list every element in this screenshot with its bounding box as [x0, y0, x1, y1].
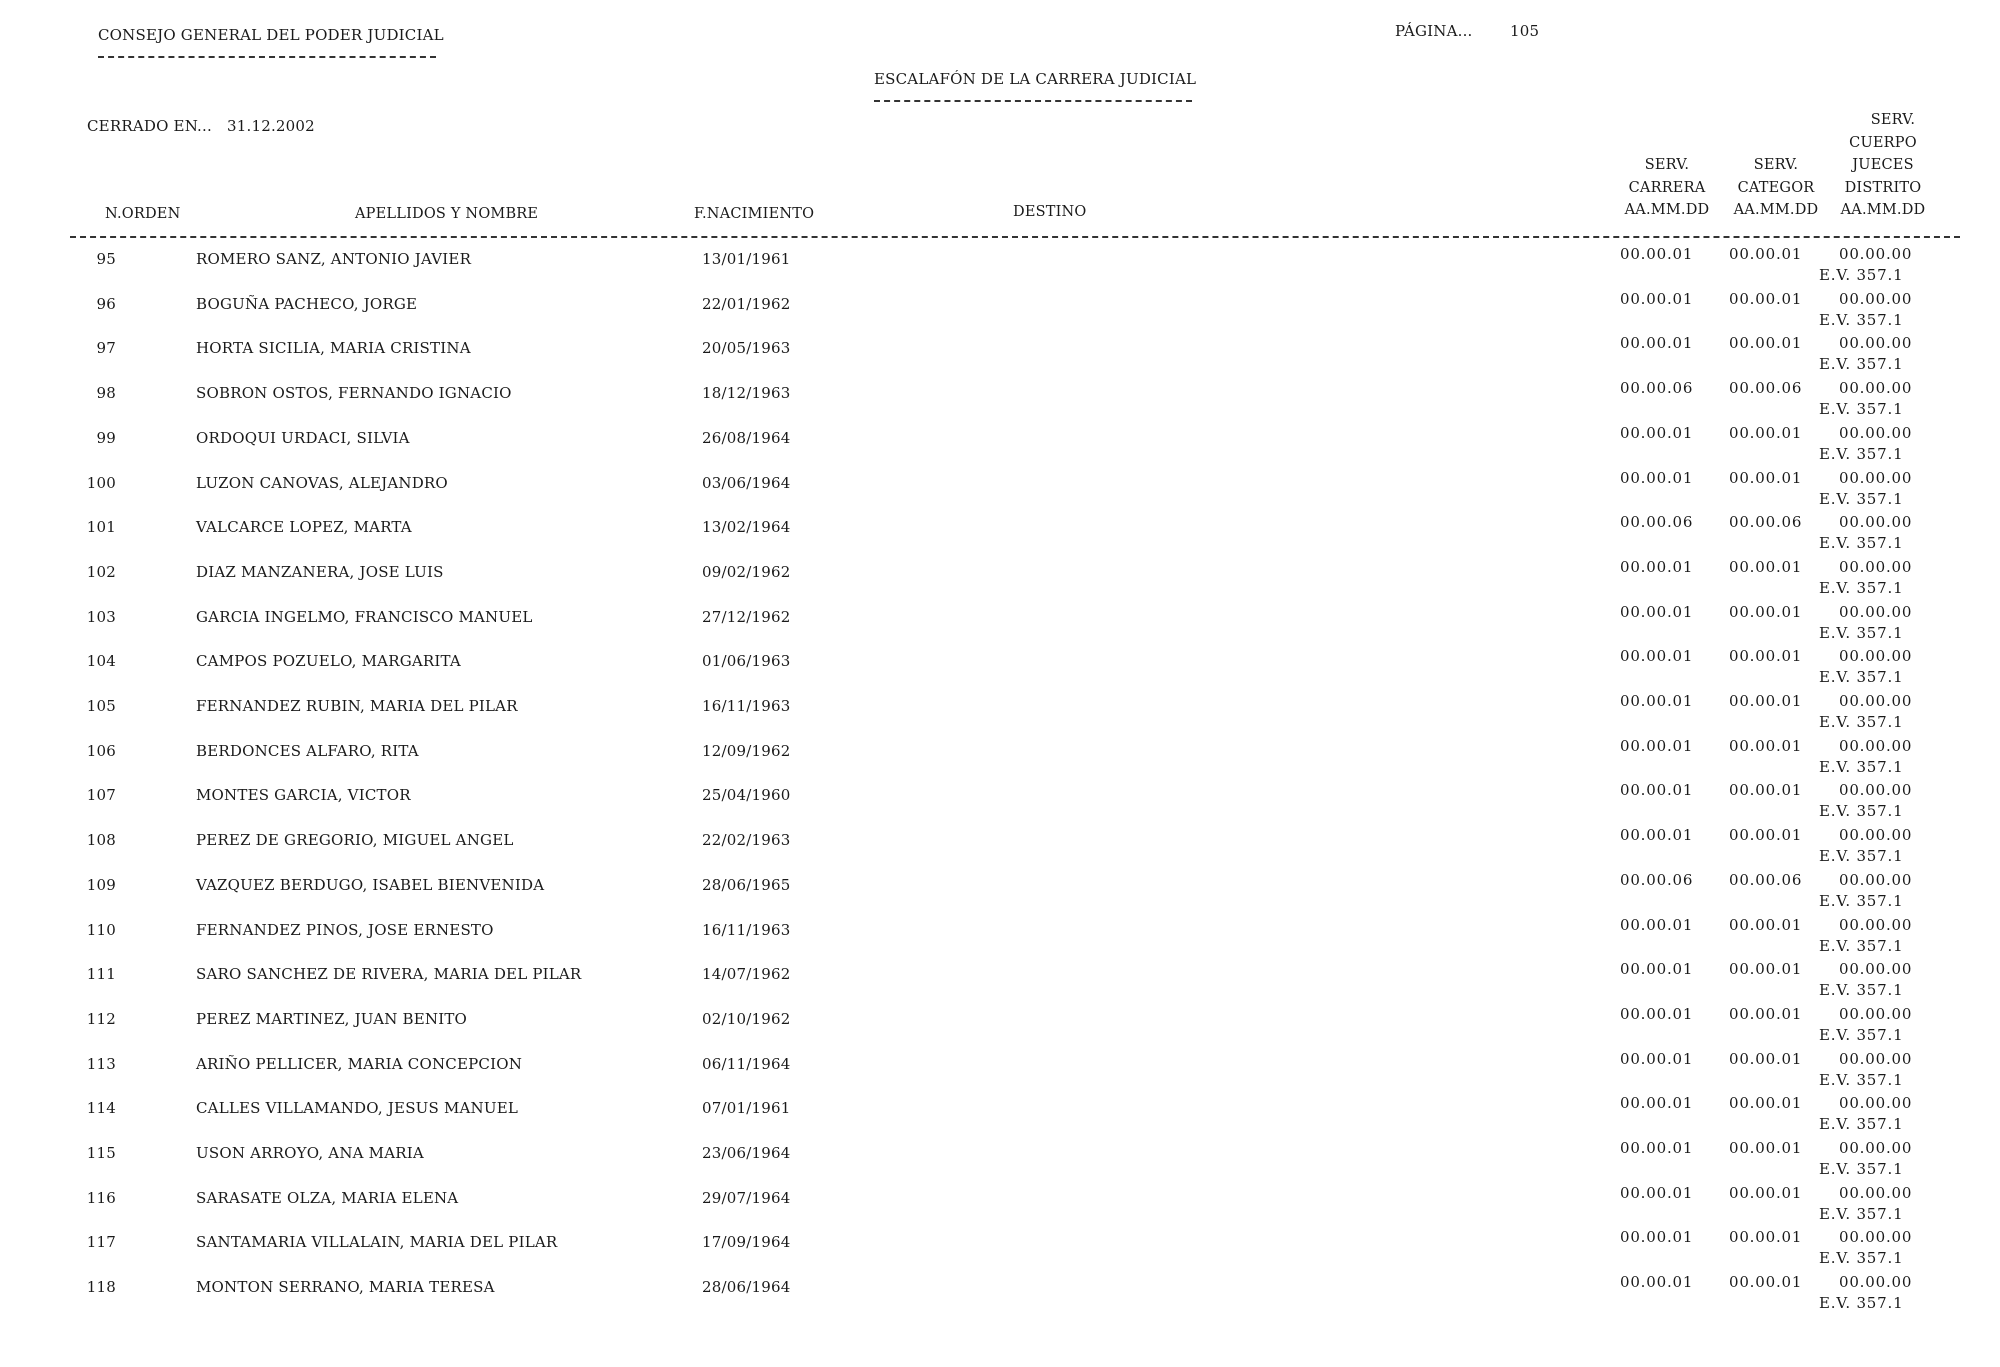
header-separator	[70, 236, 1960, 238]
nacimiento-cell: 16/11/1963	[702, 920, 791, 939]
table-row	[0, 602, 2000, 653]
serv-categor-cell: 00.00.01	[1729, 915, 1803, 934]
nombre-cell: VALCARCE LOPEZ, MARTA	[196, 518, 412, 537]
serv-categor-cell: 00.00.01	[1729, 468, 1803, 487]
nombre-cell: LUZON CANOVAS, ALEJANDRO	[196, 473, 448, 492]
serv-categor-cell: 00.00.01	[1729, 736, 1803, 755]
serv-carrera-cell: 00.00.01	[1620, 1273, 1694, 1292]
nota-ev-cell: E.V. 357.1	[1819, 891, 1904, 910]
serv-carrera-cell: 00.00.01	[1620, 647, 1694, 666]
nota-ev-cell: E.V. 357.1	[1819, 936, 1904, 955]
serv-carrera-cell: 00.00.01	[1620, 692, 1694, 710]
serv-carrera-cell: 00.00.01	[1620, 915, 1694, 934]
column-header-nacimiento: F.NACIMIENTO	[694, 206, 815, 222]
orden-cell: 113	[86, 1054, 116, 1073]
table-row	[0, 423, 2000, 474]
serv-carrera-cell: 00.00.01	[1620, 423, 1694, 442]
serv-jueces-cell: 00.00.00	[1839, 557, 1913, 576]
nota-ev-cell: E.V. 357.1	[1819, 534, 1904, 553]
serv-categor-cell: 00.00.01	[1729, 647, 1803, 666]
nacimiento-cell: 01/06/1963	[702, 652, 791, 671]
table-row	[0, 736, 2000, 787]
serv-categor-cell: 00.00.01	[1729, 289, 1803, 308]
nombre-cell: VAZQUEZ BERDUGO, ISABEL BIENVENIDA	[196, 875, 545, 894]
serv-carrera-cell: 00.00.01	[1620, 334, 1694, 353]
table-row	[0, 513, 2000, 563]
nacimiento-cell: 27/12/1962	[702, 607, 791, 626]
serv-categor-cell: 00.00.06	[1729, 513, 1803, 532]
table-row	[0, 245, 2000, 295]
nacimiento-cell: 20/05/1963	[702, 339, 791, 358]
table-row	[0, 692, 2000, 742]
organization-underline	[98, 56, 436, 58]
table-row	[0, 557, 2000, 608]
serv-carrera-cell: 00.00.01	[1620, 1004, 1694, 1023]
serv-carrera-cell: 00.00.01	[1620, 1183, 1694, 1202]
closed-label: CERRADO EN...	[87, 117, 212, 135]
orden-cell: 105	[86, 697, 116, 715]
nota-ev-cell: E.V. 357.1	[1819, 578, 1904, 597]
orden-cell: 98	[96, 384, 116, 403]
nota-ev-cell: E.V. 357.1	[1819, 1025, 1904, 1044]
serv-jueces-cell: 00.00.00	[1839, 289, 1913, 308]
orden-cell: 114	[86, 1099, 116, 1118]
nombre-cell: MONTES GARCIA, VICTOR	[196, 786, 411, 805]
closed-date: 31.12.2002	[227, 117, 315, 135]
serv-categor-cell: 00.00.01	[1729, 1094, 1803, 1113]
orden-cell: 101	[86, 518, 116, 537]
orden-cell: 110	[86, 920, 116, 939]
nota-ev-cell: E.V. 357.1	[1819, 1160, 1904, 1178]
nacimiento-cell: 07/01/1961	[702, 1099, 791, 1118]
nacimiento-cell: 28/06/1964	[702, 1278, 791, 1297]
serv-carrera-cell: 00.00.06	[1620, 513, 1694, 532]
nacimiento-cell: 12/09/1962	[702, 741, 791, 760]
orden-cell: 97	[96, 339, 116, 358]
page-label: PÁGINA...	[1395, 22, 1473, 40]
orden-cell: 99	[96, 428, 116, 447]
table-row	[0, 647, 2000, 697]
nota-ev-cell: E.V. 357.1	[1819, 802, 1904, 821]
nombre-cell: SOBRON OSTOS, FERNANDO IGNACIO	[196, 384, 512, 403]
serv-carrera-cell: 00.00.01	[1620, 826, 1694, 845]
nombre-cell: PEREZ DE GREGORIO, MIGUEL ANGEL	[196, 831, 514, 850]
serv-categor-cell: 00.00.01	[1729, 602, 1803, 621]
serv-categor-cell: 00.00.01	[1729, 423, 1803, 442]
serv-jueces-cell: 00.00.00	[1839, 826, 1913, 845]
nombre-cell: ARIÑO PELLICER, MARIA CONCEPCION	[196, 1054, 523, 1073]
serv-carrera-cell: 00.00.01	[1620, 557, 1694, 576]
nacimiento-cell: 03/06/1964	[702, 473, 791, 492]
nacimiento-cell: 23/06/1964	[702, 1144, 791, 1162]
nota-ev-cell: E.V. 357.1	[1819, 1204, 1904, 1223]
serv-categor-cell: 00.00.06	[1729, 379, 1803, 398]
nombre-cell: BERDONCES ALFARO, RITA	[196, 741, 419, 760]
column-header-serv-carrera: SERV. CARRERA AA.MM.DD	[1624, 157, 1710, 218]
serv-jueces-cell: 00.00.00	[1839, 513, 1913, 532]
table-row	[0, 826, 2000, 876]
nota-ev-cell: E.V. 357.1	[1819, 847, 1904, 866]
nombre-cell: ROMERO SANZ, ANTONIO JAVIER	[196, 250, 472, 268]
table-row	[0, 1004, 2000, 1055]
serv-carrera-cell: 00.00.01	[1620, 1094, 1694, 1113]
serv-carrera-cell: 00.00.01	[1620, 1139, 1694, 1157]
serv-carrera-cell: 00.00.01	[1620, 1049, 1694, 1068]
orden-cell: 95	[96, 250, 116, 268]
nota-ev-cell: E.V. 357.1	[1819, 981, 1904, 1000]
nombre-cell: SANTAMARIA VILLALAIN, MARIA DEL PILAR	[196, 1233, 558, 1252]
nacimiento-cell: 26/08/1964	[702, 428, 791, 447]
table-row	[0, 1183, 2000, 1234]
serv-categor-cell: 00.00.01	[1729, 1273, 1803, 1292]
serv-jueces-cell: 00.00.00	[1839, 1049, 1913, 1068]
nombre-cell: CALLES VILLAMANDO, JESUS MANUEL	[196, 1099, 519, 1118]
serv-carrera-cell: 00.00.01	[1620, 960, 1694, 979]
column-header-orden: N.ORDEN	[105, 206, 181, 222]
serv-jueces-cell: 00.00.00	[1839, 1273, 1913, 1292]
nacimiento-cell: 28/06/1965	[702, 875, 791, 894]
nota-ev-cell: E.V. 357.1	[1819, 266, 1904, 284]
serv-jueces-cell: 00.00.00	[1839, 602, 1913, 621]
nacimiento-cell: 22/01/1962	[702, 294, 791, 313]
orden-cell: 108	[86, 831, 116, 850]
nota-ev-cell: E.V. 357.1	[1819, 1294, 1904, 1313]
nombre-cell: BOGUÑA PACHECO, JORGE	[196, 294, 418, 313]
table-row	[0, 1139, 2000, 1189]
orden-cell: 117	[86, 1233, 116, 1252]
serv-categor-cell: 00.00.01	[1729, 1139, 1803, 1157]
table-row	[0, 1228, 2000, 1278]
serv-jueces-cell: 00.00.00	[1839, 334, 1913, 353]
nota-ev-cell: E.V. 357.1	[1819, 757, 1904, 776]
orden-cell: 102	[86, 562, 116, 581]
orden-cell: 112	[86, 1009, 116, 1028]
report-title-underline	[874, 100, 1192, 102]
column-header-destino: DESTINO	[1013, 204, 1087, 220]
serv-categor-cell: 00.00.01	[1729, 826, 1803, 845]
report-title: ESCALAFÓN DE LA CARRERA JUDICIAL	[874, 70, 1197, 88]
serv-categor-cell: 00.00.01	[1729, 1049, 1803, 1068]
nacimiento-cell: 13/01/1961	[702, 250, 791, 268]
orden-cell: 118	[86, 1278, 116, 1297]
serv-jueces-cell: 00.00.00	[1839, 1094, 1913, 1113]
serv-categor-cell: 00.00.01	[1729, 960, 1803, 979]
nota-ev-cell: E.V. 357.1	[1819, 355, 1904, 374]
nota-ev-cell: E.V. 357.1	[1819, 310, 1904, 329]
orden-cell: 104	[86, 652, 116, 671]
nota-ev-cell: E.V. 357.1	[1819, 400, 1904, 419]
serv-jueces-cell: 00.00.00	[1839, 1139, 1913, 1157]
serv-jueces-cell: 00.00.00	[1839, 960, 1913, 979]
serv-carrera-cell: 00.00.01	[1620, 245, 1694, 263]
nombre-cell: ORDOQUI URDACI, SILVIA	[196, 428, 410, 447]
nacimiento-cell: 17/09/1964	[702, 1233, 791, 1252]
serv-categor-cell: 00.00.06	[1729, 870, 1803, 889]
serv-carrera-cell: 00.00.06	[1620, 379, 1694, 398]
nacimiento-cell: 29/07/1964	[702, 1188, 791, 1207]
serv-carrera-cell: 00.00.01	[1620, 602, 1694, 621]
column-header-serv-categor: SERV. CATEGOR AA.MM.DD	[1733, 157, 1819, 218]
serv-jueces-cell: 00.00.00	[1839, 870, 1913, 889]
nota-ev-cell: E.V. 357.1	[1819, 444, 1904, 463]
orden-cell: 103	[86, 607, 116, 626]
nombre-cell: HORTA SICILIA, MARIA CRISTINA	[196, 339, 471, 358]
table-row	[0, 1273, 2000, 1323]
serv-jueces-cell: 00.00.00	[1839, 245, 1913, 263]
page-number: 105	[1510, 22, 1540, 40]
orden-cell: 96	[96, 294, 116, 313]
serv-categor-cell: 00.00.01	[1729, 1228, 1803, 1247]
nota-ev-cell: E.V. 357.1	[1819, 668, 1904, 687]
serv-carrera-cell: 00.00.01	[1620, 468, 1694, 487]
nombre-cell: DIAZ MANZANERA, JOSE LUIS	[196, 562, 444, 581]
orden-cell: 106	[86, 741, 116, 760]
orden-cell: 100	[86, 473, 116, 492]
table-row	[0, 379, 2000, 429]
serv-carrera-cell: 00.00.01	[1620, 289, 1694, 308]
orden-cell: 109	[86, 875, 116, 894]
nacimiento-cell: 13/02/1964	[702, 518, 791, 537]
nota-ev-cell: E.V. 357.1	[1819, 623, 1904, 642]
serv-categor-cell: 00.00.01	[1729, 557, 1803, 576]
nacimiento-cell: 09/02/1962	[702, 562, 791, 581]
serv-jueces-cell: 00.00.00	[1839, 692, 1913, 710]
table-row	[0, 334, 2000, 384]
table-row	[0, 289, 2000, 340]
serv-categor-cell: 00.00.01	[1729, 692, 1803, 710]
serv-categor-cell: 00.00.01	[1729, 334, 1803, 353]
nombre-cell: PEREZ MARTINEZ, JUAN BENITO	[196, 1009, 468, 1028]
orden-cell: 115	[86, 1144, 116, 1162]
nota-ev-cell: E.V. 357.1	[1819, 489, 1904, 508]
nombre-cell: MONTON SERRANO, MARIA TERESA	[196, 1278, 495, 1297]
organization-title: CONSEJO GENERAL DEL PODER JUDICIAL	[98, 26, 444, 44]
nombre-cell: USON ARROYO, ANA MARIA	[196, 1144, 424, 1162]
serv-categor-cell: 00.00.01	[1729, 1004, 1803, 1023]
serv-carrera-cell: 00.00.01	[1620, 736, 1694, 755]
nota-ev-cell: E.V. 357.1	[1819, 1249, 1904, 1268]
table-row	[0, 915, 2000, 966]
orden-cell: 107	[86, 786, 116, 805]
serv-jueces-cell: 00.00.00	[1839, 915, 1913, 934]
nacimiento-cell: 25/04/1960	[702, 786, 791, 805]
serv-categor-cell: 00.00.01	[1729, 1183, 1803, 1202]
table-row	[0, 960, 2000, 1010]
nombre-cell: GARCIA INGELMO, FRANCISCO MANUEL	[196, 607, 533, 626]
serv-carrera-cell: 00.00.06	[1620, 870, 1694, 889]
nacimiento-cell: 22/02/1963	[702, 831, 791, 850]
serv-categor-cell: 00.00.01	[1729, 781, 1803, 800]
nombre-cell: FERNANDEZ PINOS, JOSE ERNESTO	[196, 920, 494, 939]
serv-jueces-cell: 00.00.00	[1839, 1183, 1913, 1202]
nacimiento-cell: 14/07/1962	[702, 965, 791, 984]
serv-jueces-cell: 00.00.00	[1839, 781, 1913, 800]
nacimiento-cell: 16/11/1963	[702, 697, 791, 715]
serv-jueces-cell: 00.00.00	[1839, 1004, 1913, 1023]
nacimiento-cell: 02/10/1962	[702, 1009, 791, 1028]
serv-jueces-cell: 00.00.00	[1839, 736, 1913, 755]
orden-cell: 116	[86, 1188, 116, 1207]
nombre-cell: SARASATE OLZA, MARIA ELENA	[196, 1188, 459, 1207]
nacimiento-cell: 06/11/1964	[702, 1054, 791, 1073]
nombre-cell: CAMPOS POZUELO, MARGARITA	[196, 652, 461, 671]
serv-carrera-cell: 00.00.01	[1620, 1228, 1694, 1247]
serv-carrera-cell: 00.00.01	[1620, 781, 1694, 800]
serv-jueces-cell: 00.00.00	[1839, 423, 1913, 442]
nombre-cell: SARO SANCHEZ DE RIVERA, MARIA DEL PILAR	[196, 965, 582, 984]
table-row	[0, 1094, 2000, 1144]
serv-categor-cell: 00.00.01	[1729, 245, 1803, 263]
nacimiento-cell: 18/12/1963	[702, 384, 791, 403]
nota-ev-cell: E.V. 357.1	[1819, 1115, 1904, 1134]
serv-jueces-cell: 00.00.00	[1839, 379, 1913, 398]
column-header-serv-jueces-distrito: SERV. CUERPO JUECES DISTRITO AA.MM.DD	[1840, 112, 1926, 218]
nombre-cell: FERNANDEZ RUBIN, MARIA DEL PILAR	[196, 697, 518, 715]
serv-jueces-cell: 00.00.00	[1839, 1228, 1913, 1247]
serv-jueces-cell: 00.00.00	[1839, 468, 1913, 487]
orden-cell: 111	[86, 965, 116, 984]
serv-jueces-cell: 00.00.00	[1839, 647, 1913, 666]
table-row	[0, 781, 2000, 831]
nota-ev-cell: E.V. 357.1	[1819, 713, 1904, 731]
column-header-nombre: APELLIDOS Y NOMBRE	[355, 206, 539, 222]
table-row	[0, 468, 2000, 519]
nota-ev-cell: E.V. 357.1	[1819, 1070, 1904, 1089]
table-row	[0, 1049, 2000, 1100]
table-row	[0, 870, 2000, 921]
